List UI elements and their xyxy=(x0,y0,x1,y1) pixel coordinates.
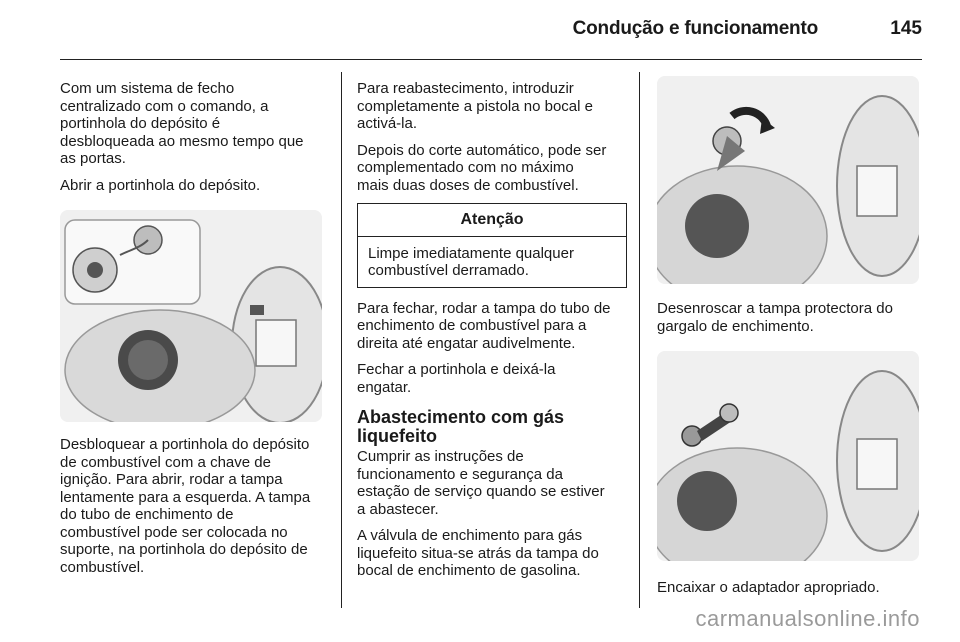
column-3 xyxy=(657,80,922,606)
column-2 xyxy=(357,80,627,589)
paragraph: Com um sistema de fecho centralizado com o comando, a portinhola do depósito é desbloqueada ao mesmo tempo que as portas. xyxy=(60,80,304,167)
paragraph: Encaixar o adaptador apropriado. xyxy=(657,579,880,596)
section-heading: Abastecimento com gás liquefeito xyxy=(357,407,565,446)
adapter-illustration xyxy=(657,351,919,561)
column-1 xyxy=(60,80,325,585)
caution-text: Limpe imediatamente qualquer combustível derramado. xyxy=(368,244,574,279)
paragraph: Abrir a portinhola do depósito. xyxy=(60,176,261,194)
paragraph: Depois do corte automático, pode ser complementado com no máximo mais duas doses de combustível. xyxy=(357,141,607,194)
fuel-door-illustration xyxy=(60,210,322,422)
page-number: 145 xyxy=(890,18,922,39)
paragraph: Desbloquear a portinhola do depósito de combustível com a chave de ignição. Para abrir, rodar a tampa lentamente para a esquerda. A tampa do tubo de enchimento de combustível pode ser colocada no suporte, na portinhola do depósito de combustível. xyxy=(60,436,311,576)
header-rule xyxy=(60,59,922,60)
unscrew-cap-illustration xyxy=(657,76,919,284)
paragraph: A válvula de enchimento para gás liquefeito situa-se atrás da tampa do bocal de enchimento de gasolina. xyxy=(357,527,599,579)
paragraph: Desenroscar a tampa protectora do gargalo de enchimento. xyxy=(657,300,893,335)
paragraph: Para fechar, rodar a tampa do tubo de enchimento de combustível para a direita até engatar audivelmente. xyxy=(357,299,611,352)
page-title: Condução e funcionamento xyxy=(572,18,818,39)
paragraph: Cumprir as instruções de funcionamento e segurança da estação de serviço quando se estiver a abastecer. xyxy=(357,448,605,518)
caution-title: Atenção xyxy=(358,204,626,237)
paragraph: Para reabastecimento, introduzir completamente a pistola no bocal e activá-la. xyxy=(357,80,593,132)
caution-box xyxy=(357,203,627,288)
column-divider xyxy=(341,72,342,608)
column-divider xyxy=(639,72,640,608)
watermark: carmanualsonline.info xyxy=(695,606,920,631)
paragraph: Fechar a portinhola e deixá-la engatar. xyxy=(357,361,556,396)
